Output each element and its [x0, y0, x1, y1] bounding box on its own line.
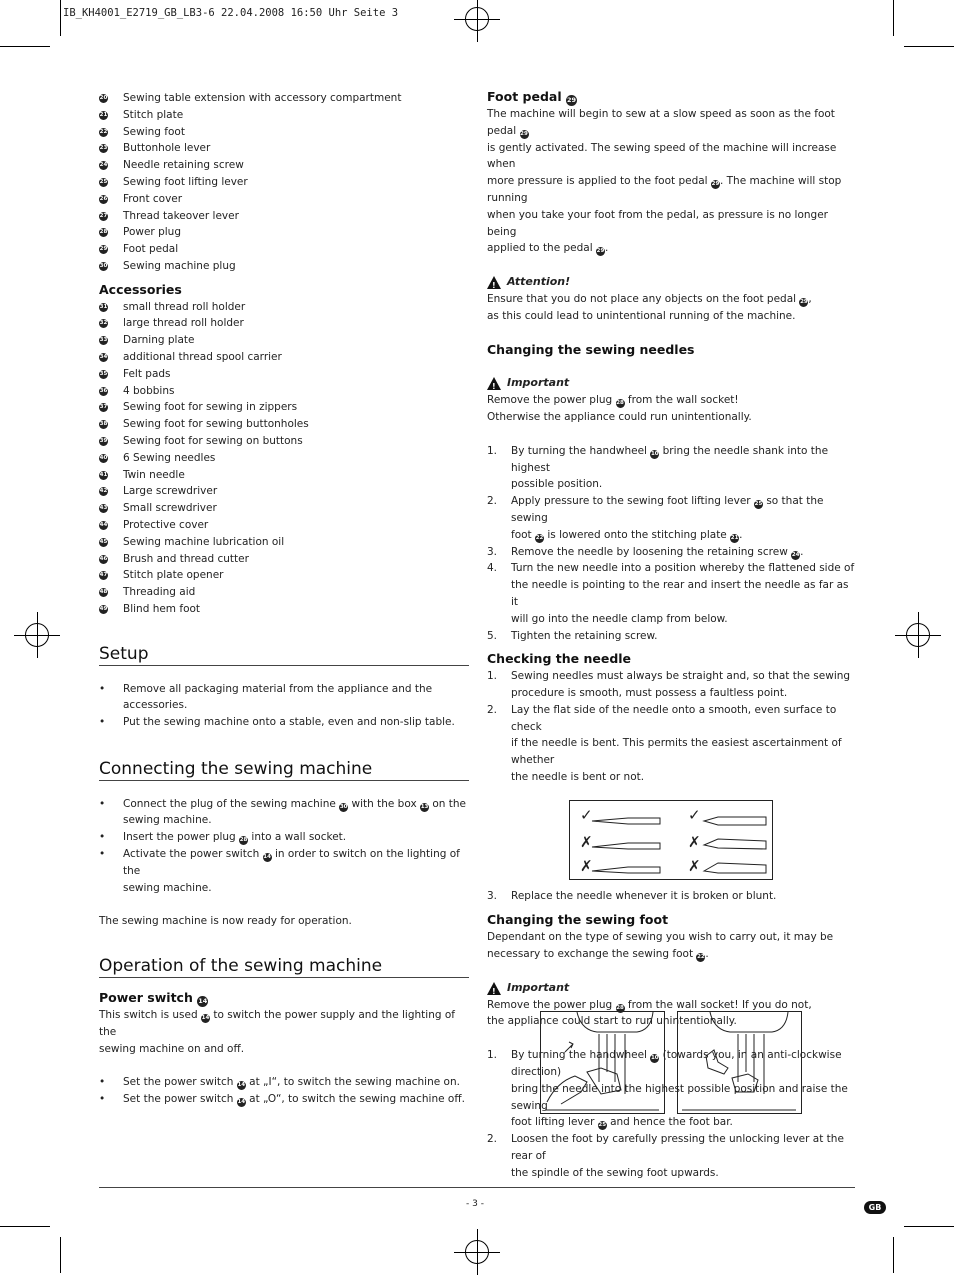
list-item: 5. Tighten the retaining screw.: [487, 629, 658, 642]
item-number: 39: [99, 437, 108, 444]
item-number: 37: [99, 404, 108, 411]
item-label: Brush and thread cutter: [123, 552, 249, 565]
item-number: 44: [99, 521, 108, 528]
attention-text: Ensure that you do not place any objects on the foot pedal 29, as this could lead to unintentional running of the machine.: [487, 292, 812, 322]
registration-mark: [465, 7, 489, 31]
item-label: Front cover: [123, 192, 183, 205]
item-label: Sewing machine plug: [123, 259, 236, 272]
list-item: [99, 124, 469, 141]
registration-mark: [906, 623, 930, 647]
needle-blunt: [592, 867, 660, 873]
list-item: [99, 208, 469, 225]
list-item: [99, 157, 469, 174]
list-item: [99, 517, 469, 534]
cross-mark-icon: ✗: [688, 832, 701, 851]
list-item: [99, 191, 469, 208]
foot-change-illustration-2: [677, 1011, 802, 1114]
item-label: Sewing foot lifting lever: [123, 175, 248, 188]
changing-foot-text: Dependant on the type of sewing you wish to carry out, it may be necessary to exchange the sewing foot 22.: [487, 931, 834, 961]
list-item: • Remove all packaging material from the appliance and the accessories.: [99, 682, 433, 712]
item-number: 46: [99, 555, 108, 562]
machine-drawing: [541, 1012, 664, 1113]
list-item: [99, 450, 469, 467]
setup-heading: Setup: [99, 646, 469, 666]
list-item: [99, 567, 469, 584]
list-item: • Insert the power plug 28 into a wall socket.: [99, 831, 347, 844]
important-text: Remove the power plug 28 from the wall socket! If you do not, the appliance could start to run unintentionally.: [487, 998, 812, 1028]
item-number: 24: [99, 162, 108, 169]
item-label: Stitch plate opener: [123, 569, 224, 582]
connecting-bullets: [99, 796, 469, 897]
list-item: [99, 174, 469, 191]
item-label: 6 Sewing needles: [123, 451, 216, 464]
item-label: Twin needle: [123, 468, 185, 481]
power-switch-text: This switch is used 14 to switch the power supply and the lighting of the sewing machine on and off.: [99, 1009, 455, 1055]
item-label: Large screwdriver: [123, 485, 218, 498]
item-label: Sewing table extension with accessory compartment: [123, 92, 402, 104]
crop-mark: [60, 0, 61, 36]
list-item: [99, 107, 469, 124]
list-item: [99, 383, 469, 400]
list-item: [99, 349, 469, 366]
item-number: 32: [99, 320, 108, 327]
crop-mark: [904, 1226, 954, 1227]
list-item: [99, 258, 469, 275]
list-item: [99, 601, 469, 618]
needle-straight: [592, 818, 660, 824]
list-item: [99, 483, 469, 500]
item-number: 43: [99, 505, 108, 512]
item-label: small thread roll holder: [123, 300, 246, 313]
item-label: 4 bobbins: [123, 384, 175, 397]
item-label: Power plug: [123, 226, 181, 239]
item-number: 40: [99, 454, 108, 461]
cross-mark-icon: ✗: [688, 856, 701, 875]
item-label: Threading aid: [123, 586, 196, 599]
foot-pedal-text: The machine will begin to sew at a slow speed as soon as the foot pedal 29 is gently activated. The sewing speed of the machine will increase when more pressure is applied to the foot pedal 29. The machine will stop running when you take your foot from the pedal, as pressure is no longer being applied to the pedal 29.: [487, 108, 842, 255]
item-number: 20: [99, 95, 108, 101]
item-number: 28: [99, 229, 108, 236]
parts-list: [99, 90, 469, 275]
item-label: Felt pads: [123, 367, 171, 380]
list-item: [99, 416, 469, 433]
needle-steps: [487, 443, 857, 645]
item-number: 38: [99, 421, 108, 428]
item-label: Needle retaining screw: [123, 159, 244, 172]
crop-mark: [893, 1237, 894, 1273]
item-label: Buttonhole lever: [123, 142, 211, 155]
item-label: Foot pedal: [123, 243, 179, 256]
ready-text: The sewing machine is now ready for operation.: [99, 915, 352, 928]
left-column: [99, 90, 469, 1108]
checking-steps: [487, 668, 857, 786]
list-item: • Activate the power switch 14 in order to switch on the lighting of the sewing machine.: [99, 848, 460, 894]
item-number: 48: [99, 589, 108, 596]
needle-bent: [592, 843, 660, 849]
foot-pedal-heading: Foot pedal 29: [487, 89, 577, 104]
item-number: 23: [99, 145, 108, 152]
list-item: • Put the sewing machine onto a stable, even and non-slip table.: [99, 716, 455, 729]
list-item: [99, 299, 469, 316]
item-label: Sewing foot: [123, 125, 185, 138]
item-number: 25: [99, 178, 108, 185]
needle-side-flat: [704, 863, 766, 873]
important-label: ! Important: [487, 375, 857, 392]
item-label: Protective cover: [123, 518, 209, 531]
warning-icon: [487, 276, 501, 289]
item-number: 45: [99, 538, 108, 545]
list-item: [99, 140, 469, 157]
crop-mark: [60, 1237, 61, 1273]
item-number: 42: [99, 488, 108, 495]
item-number: 49: [99, 605, 108, 612]
item-number: 27: [99, 212, 108, 219]
list-item: 2. Loosen the foot by carefully pressing the unlocking lever at the rear of the spindle of the sewing foot upwards.: [487, 1133, 844, 1179]
item-label: Stitch plate: [123, 108, 184, 121]
list-item: [99, 224, 469, 241]
important-text: Remove the power plug 28 from the wall socket! Otherwise the appliance could run unintentionally.: [487, 394, 752, 423]
crop-mark: [0, 46, 50, 47]
item-label: Small screwdriver: [123, 502, 217, 515]
item-label: additional thread spool carrier: [123, 350, 282, 363]
list-item: [99, 399, 469, 416]
crop-mark: [904, 46, 954, 47]
language-badge: GB: [864, 1201, 886, 1214]
item-label: large thread roll holder: [123, 317, 244, 330]
item-number: 31: [99, 303, 108, 310]
accessories-heading: Accessories: [99, 281, 182, 297]
list-item: [99, 241, 469, 258]
connecting-heading: Connecting the sewing machine: [99, 761, 469, 781]
list-item: 3. Remove the needle by loosening the retaining screw 24.: [487, 545, 804, 558]
accessories-list: [99, 299, 469, 618]
operation-heading: Operation of the sewing machine: [99, 958, 469, 978]
list-item: 1. By turning the handwheel 10 (towards you, in an anti-clockwise direction) bring the needle into the highest possible position and raise the sewing foot lifting lever 25 and hence the foot bar.: [487, 1049, 848, 1129]
cross-mark-icon: ✗: [580, 856, 593, 875]
footer-rule: [99, 1187, 855, 1188]
needle-check-illustration: [569, 800, 773, 880]
item-number: 35: [99, 370, 108, 377]
list-item: [99, 433, 469, 450]
warning-icon: [487, 982, 501, 995]
item-number: 26: [99, 195, 108, 202]
list-item: 2. Apply pressure to the sewing foot lifting lever 25 so that the sewing foot 22 is lowered onto the stitching plate 21.: [487, 495, 824, 541]
item-number: 34: [99, 353, 108, 360]
list-item: [99, 315, 469, 332]
foot-change-illustration-1: [540, 1011, 665, 1114]
machine-drawing: [678, 1012, 801, 1113]
list-item: 2. Lay the flat side of the needle onto a smooth, even surface to check if the needle is bent. This permits the easiest ascertainment of whether the needle is bent or not.: [487, 703, 842, 783]
attention-label: ! Attention!: [487, 274, 857, 291]
item-number: 36: [99, 387, 108, 394]
print-header: IB_KH4001_E2719_GB_LB3-6 22.04.2008 16:50 Uhr Seite 3: [63, 7, 399, 19]
list-item: [99, 551, 469, 568]
item-number: 33: [99, 337, 108, 344]
check-mark-icon: ✓: [580, 805, 593, 824]
power-switch-heading: Power switch 14: [99, 990, 208, 1006]
list-item: • Set the power switch 14 at „O“, to switch the sewing machine off.: [99, 1093, 465, 1106]
item-label: Thread takeover lever: [123, 209, 239, 222]
list-item: 4. Turn the new needle into a position whereby the flattened side of the needle is pointing to the rear and insert the needle as far as it will go into the needle clamp from below.: [487, 562, 855, 625]
list-item: 1. By turning the handwheel 10 bring the needle shank into the highest possible position.: [487, 444, 829, 491]
item-label: Sewing machine lubrication oil: [123, 535, 285, 548]
list-item: 3. Replace the needle whenever it is broken or blunt.: [487, 889, 777, 902]
item-number: 47: [99, 572, 108, 579]
item-label: Blind hem foot: [123, 602, 201, 615]
list-item: [99, 584, 469, 601]
crop-mark: [0, 1226, 50, 1227]
item-number: 30: [99, 262, 108, 269]
list-item: 1. Sewing needles must always be straight and, so that the sewing procedure is smooth, must possess a faultless point.: [487, 670, 851, 699]
item-number: 41: [99, 471, 108, 478]
item-number: 21: [99, 111, 108, 118]
list-item: [99, 366, 469, 383]
setup-bullets: [99, 681, 469, 731]
list-item: [99, 534, 469, 551]
checking-needle-heading: Checking the needle: [487, 651, 632, 667]
list-item: [99, 467, 469, 484]
list-item: [99, 332, 469, 349]
cross-mark-icon: ✗: [580, 832, 593, 851]
item-label: Sewing foot for sewing in zippers: [123, 401, 298, 414]
item-number: 29: [99, 246, 108, 253]
check-mark-icon: ✓: [688, 805, 701, 824]
important-label: ! Important: [487, 980, 857, 997]
page-number: - 3 -: [466, 1199, 484, 1209]
registration-mark: [465, 1240, 489, 1264]
list-item: [99, 90, 469, 107]
item-label: Sewing foot for sewing buttonholes: [123, 418, 309, 431]
changing-needles-heading: Changing the sewing needles: [487, 341, 695, 357]
warning-icon: [487, 377, 501, 390]
changing-foot-heading: Changing the sewing foot: [487, 912, 669, 928]
registration-mark: [25, 623, 49, 647]
list-item: [99, 500, 469, 517]
crop-mark: [893, 0, 894, 36]
item-label: Sewing foot for sewing on buttons: [123, 434, 303, 447]
list-item: • Connect the plug of the sewing machine 30 with the box 13 on the sewing machine.: [99, 797, 467, 827]
item-number: 22: [99, 128, 108, 135]
needle-drawings: [570, 801, 772, 879]
needle-side-bent: [704, 839, 766, 849]
item-label: Darning plate: [123, 334, 195, 347]
list-item: • Set the power switch 14 at „I“, to switch the sewing machine on.: [99, 1076, 460, 1089]
needle-side-ok: [704, 817, 766, 825]
power-switch-bullets: [99, 1074, 469, 1108]
